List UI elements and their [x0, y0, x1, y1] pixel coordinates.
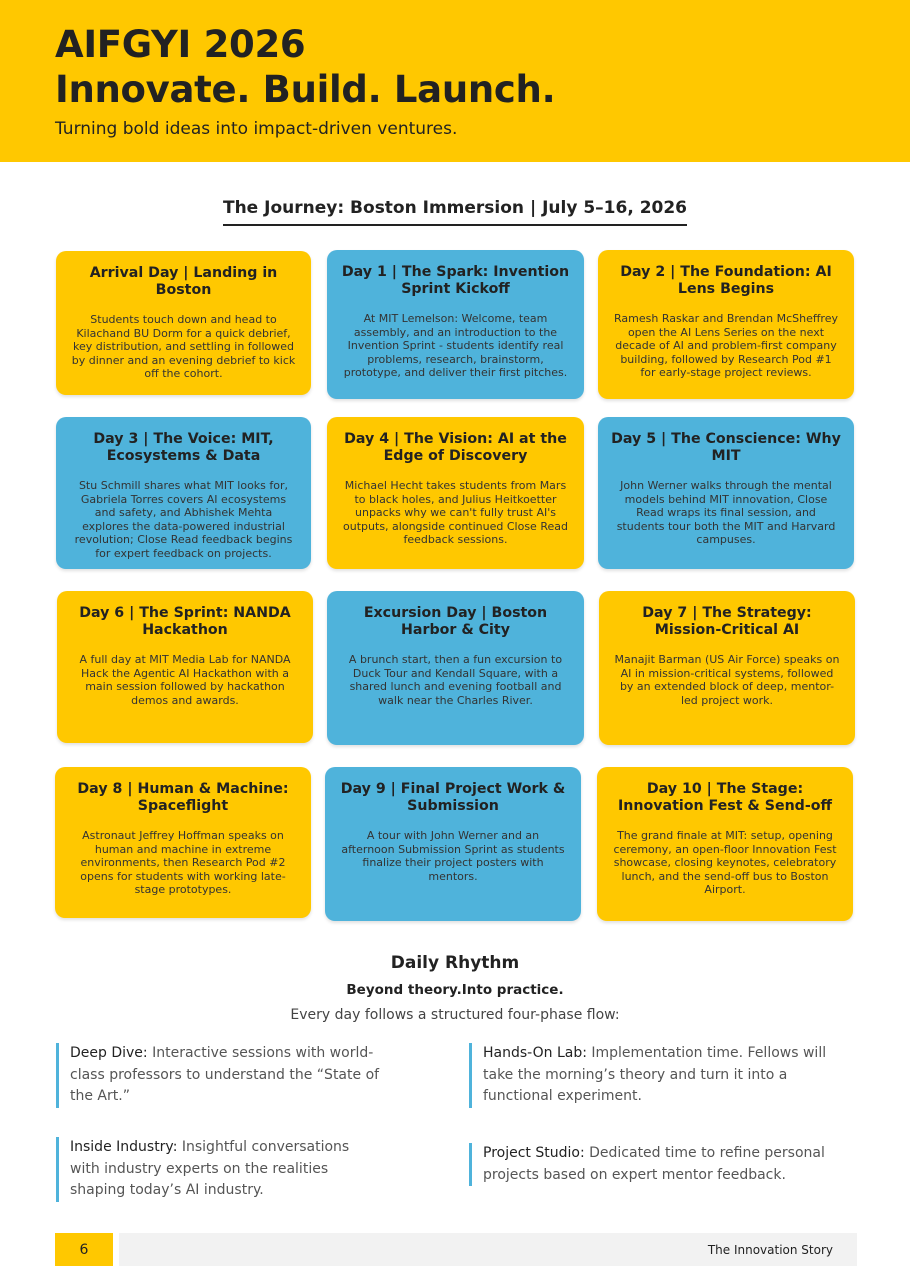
card-title: Day 3 | The Voice: MIT, Ecosystems & Data [93, 431, 274, 464]
card-body: Stu Schmill shares what MIT looks for, Gabriela Torres covers AI ecosystems and safety, and Abhishek Mehta explores the data-powered industrial revolution; Close Read feedback begins for expert feedback on projects. [74, 479, 293, 560]
phase-text: Interactive sessions with world-class professors to understand the “State of the Art.” [70, 1045, 380, 1104]
card-title: Day 10 | The Stage: Innovation Fest & Send-off [618, 781, 832, 814]
rhythm-title: Daily Rhythm [390, 953, 520, 973]
phase-text: Insightful conversations with industry experts on the realities shaping today’s AI industry. [70, 1139, 350, 1198]
phase-inside-industry [56, 1137, 382, 1202]
schedule-card-day6 [57, 591, 313, 743]
schedule-card-day9 [325, 767, 581, 921]
title-line-1: AIFGYI 2026 [55, 23, 306, 66]
page-number: 6 [55, 1233, 113, 1266]
card-title: Day 6 | The Sprint: NANDA Hackathon [79, 605, 291, 638]
schedule-card-day5 [598, 417, 854, 569]
card-title: Day 1 | The Spark: Invention Sprint Kickoff [341, 264, 570, 297]
card-title: Day 2 | The Foundation: AI Lens Begins [620, 264, 832, 297]
footer-section-label: The Innovation Story [707, 1242, 833, 1257]
card-title: Excursion Day | Boston Harbor & City [363, 605, 548, 638]
card-title: Arrival Day | Landing in Boston [89, 265, 278, 298]
card-body: A brunch start, then a fun excursion to Duck Tour and Kendall Square, with a shared lunch and evening football and walk near the Charles River. [348, 653, 563, 707]
card-body: Manajit Barman (US Air Force) speaks on AI in mission-critical systems, followed by an extended block of deep, mentor-led project work. [614, 653, 840, 707]
card-body: Astronaut Jeffrey Hoffman speaks on human and machine in extreme environments, then Research Pod #2 opens for students with working late-stage prototypes. [80, 829, 286, 897]
title-line-2: Innovate. Build. Launch. [55, 68, 556, 111]
phase-project-studio [469, 1143, 859, 1186]
footer-section-bar [119, 1233, 857, 1266]
card-title: Day 7 | The Strategy: Mission-Critical AI [642, 605, 812, 638]
journey-heading: The Journey: Boston Immersion | July 5–16, 2026 [223, 198, 687, 226]
page-subtitle: Turning bold ideas into impact-driven ventures. [55, 119, 458, 139]
card-body: Students touch down and head to Kilachand BU Dorm for a quick debrief, key distribution, and settling in followed by dinner and an evening debrief to kick off the cohort. [71, 313, 296, 381]
schedule-card-arrival [56, 251, 311, 395]
page-title [55, 22, 555, 112]
card-body: Michael Hecht takes students from Mars to black holes, and Julius Heitkoetter unpacks why we can't fully trust AI's outputs, alongside continued Close Read feedback sessions. [343, 479, 568, 547]
header-banner [0, 0, 910, 162]
journey-heading-wrap [0, 198, 910, 226]
card-title: Day 5 | The Conscience: Why MIT [611, 431, 841, 464]
schedule-card-day2 [598, 250, 854, 399]
card-body: A full day at MIT Media Lab for NANDA Hack the Agentic AI Hackathon with a main session followed by hackathon demos and awards. [79, 653, 291, 707]
card-title: Day 4 | The Vision: AI at the Edge of Discovery [344, 431, 567, 464]
card-body: The grand finale at MIT: setup, opening ceremony, an open-floor Innovation Fest showcase, closing keynotes, celebratory lunch, and the send-off bus to Boston Airport. [613, 829, 837, 897]
phase-hands-on-lab [469, 1043, 859, 1108]
card-body: John Werner walks through the mental models behind MIT innovation, Close Read wraps its final session, and students tour both the MIT and Harvard campuses. [616, 479, 836, 547]
card-body: Ramesh Raskar and Brendan McSheffrey open the AI Lens Series on the next decade of AI and problem-first company building, followed by Research Pod #1 for early-stage project reviews. [614, 312, 838, 380]
schedule-card-day1 [327, 250, 584, 399]
card-body: At MIT Lemelson: Welcome, team assembly, and an introduction to the Invention Sprint - students identify real problems, research, brainstorm, prototype, and deliver their first pitches. [343, 312, 568, 380]
rhythm-intro: Every day follows a structured four-phase flow: [290, 1007, 620, 1023]
card-title: Day 9 | Final Project Work & Submission [340, 781, 566, 814]
phase-text: Dedicated time to refine personal projects based on expert mentor feedback. [483, 1145, 825, 1183]
schedule-card-day3 [56, 417, 311, 569]
phase-name: Hands-On Lab: [483, 1045, 587, 1061]
phase-deep-dive [56, 1043, 382, 1108]
schedule-card-day10 [597, 767, 853, 921]
schedule-card-day7 [599, 591, 855, 745]
card-body: A tour with John Werner and an afternoon Submission Sprint as students finalize their project posters with mentors. [341, 829, 565, 883]
card-title: Day 8 | Human & Machine: Spaceflight [77, 781, 289, 814]
phase-name: Deep Dive: [70, 1045, 148, 1061]
schedule-card-day4 [327, 417, 584, 569]
phase-text: Implementation time. Fellows will take the morning’s theory and turn it into a functional experiment. [483, 1045, 827, 1104]
schedule-card-excursion [327, 591, 584, 745]
rhythm-subtitle: Beyond theory.Into practice. [346, 982, 564, 998]
schedule-card-day8 [55, 767, 311, 918]
phase-name: Inside Industry: [70, 1139, 178, 1155]
phase-name: Project Studio: [483, 1145, 585, 1161]
